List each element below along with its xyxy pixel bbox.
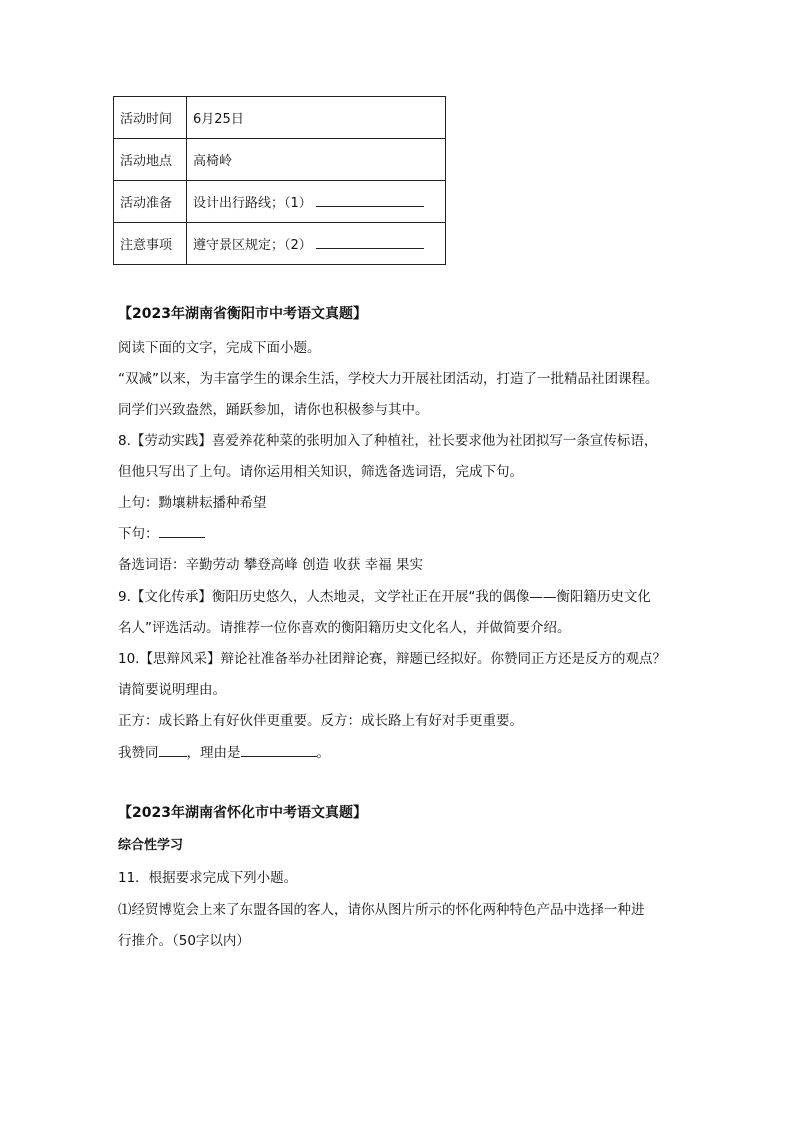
intro-text: 阅读下面的文字，完成下面小题。 xyxy=(118,340,321,356)
table-value-text: 遵守景区规定；（2） xyxy=(193,238,312,253)
answer-blank xyxy=(316,234,424,249)
question-10-line: 请简要说明理由。 xyxy=(118,682,226,698)
question-8-line: 8.【劳动实践】喜爱养花种菜的张明加入了种植社，社长要求他为社团拟写一条宣传标语， xyxy=(118,433,658,449)
question-11-sub-line: 行推介。（50字以内） xyxy=(118,933,250,949)
answer-blank xyxy=(159,523,205,538)
table-row xyxy=(114,181,446,223)
answer-blank xyxy=(241,742,317,757)
question-10-line: 10.【思辩风采】辩论社准备举办社团辩论赛，辩题已经拟好。你赞同正方还是反方的观点？ xyxy=(118,651,666,667)
answer-middle: ，理由是 xyxy=(186,745,241,761)
table-key: 活动准备 xyxy=(114,181,187,223)
table-value-text: 设计出行路线；（1） xyxy=(193,196,312,211)
table-row xyxy=(114,223,446,265)
paragraph-line: “双减”以来，为丰富学生的课余生活，学校大力开展社团活动，打造了一批精品社团课程。 xyxy=(118,371,659,387)
question-8-options: 备选词语：辛勤劳动 攀登高峰 创造 收获 幸福 果实 xyxy=(118,557,423,573)
question-11-line: 11．根据要求完成下列小题。 xyxy=(118,870,298,886)
question-9-line: 名人”评选活动。请推荐一位你喜欢的衡阳籍历史文化名人，并做简要介绍。 xyxy=(118,620,571,636)
activity-table xyxy=(113,96,446,265)
answer-blank xyxy=(316,192,424,207)
question-10-answer-line xyxy=(118,741,330,761)
table-row xyxy=(114,139,446,181)
table-row xyxy=(114,97,446,139)
question-11-sub-line: ⑴经贸博览会上来了东盟各国的客人，请你从图片所示的怀化两种特色产品中选择一种进 xyxy=(118,902,645,918)
table-value xyxy=(187,139,446,181)
answer-blank xyxy=(159,742,187,757)
question-9-line: 9.【文化传承】衡阳历史悠久，人杰地灵，文学社正在开展“我的偶像——衡阳籍历史文化 xyxy=(118,589,651,605)
question-10-sides: 正方：成长路上有好伙伴更重要。反方：成长路上有好对手更重要。 xyxy=(118,713,523,729)
answer-end: 。 xyxy=(316,745,330,761)
question-8-line: 但他只写出了上句。请你运用相关知识，筛选备选词语，完成下句。 xyxy=(118,464,523,480)
table-value-text: 6月25日 xyxy=(193,112,244,127)
section-subheading: 综合性学习 xyxy=(118,838,184,853)
section-heading: 【2023年湖南省怀化市中考语文真题】 xyxy=(118,805,367,821)
section-heading: 【2023年湖南省衡阳市中考语文真题】 xyxy=(118,306,367,322)
table-key: 活动地点 xyxy=(114,139,187,181)
table-key: 注意事项 xyxy=(114,223,187,265)
table-value xyxy=(187,223,446,265)
question-8-upper-line: 上句：黝壤耕耘播种希望 xyxy=(118,495,267,511)
answer-prefix: 我赞同 xyxy=(118,745,159,761)
lower-line-label: 下句： xyxy=(118,526,159,542)
table-value xyxy=(187,97,446,139)
table-value xyxy=(187,181,446,223)
table-key: 活动时间 xyxy=(114,97,187,139)
table-value-text: 高椅岭 xyxy=(193,154,233,169)
question-8-lower-line xyxy=(118,522,205,542)
paragraph-line: 同学们兴致盎然，踊跃参加，请你也积极参与其中。 xyxy=(118,402,429,418)
